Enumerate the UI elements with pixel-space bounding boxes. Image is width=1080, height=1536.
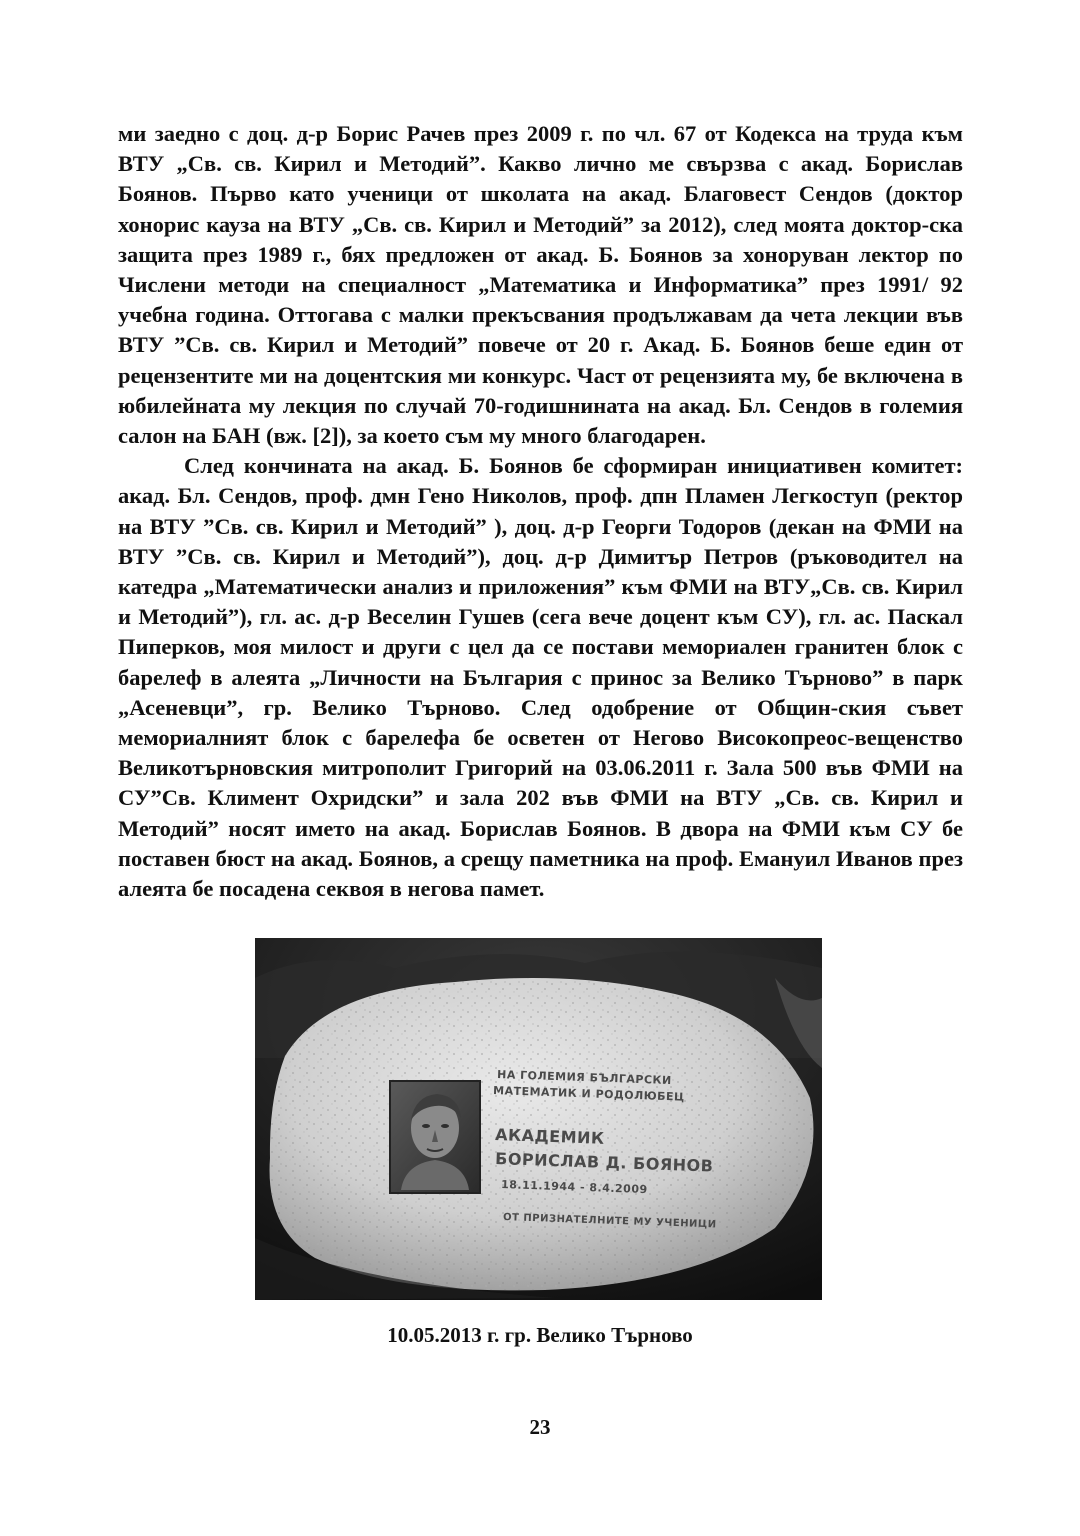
- inscription-line-6: ОТ ПРИЗНАТЕЛНИТЕ МУ УЧЕНИЦИ: [502, 1212, 717, 1231]
- photo-caption: 10.05.2013 г. гр. Велико Търново: [387, 1323, 693, 1347]
- body-text: [118, 119, 963, 904]
- inscription-line-5: 18.11.1944 - 8.4.2009: [500, 1178, 648, 1197]
- inscription-line-2: МАТЕМАТИК И РОДОЛЮБЕЦ: [492, 1084, 685, 1104]
- paragraph-1: ми заедно с доц. д-р Борис Рачев през 2009 г. по чл. 67 от Кодекса на труда към ВТУ „Св. св. Кирил и Методий”. Какво лично ме свързва с акад. Борислав Боянов. Първо като ученици от школата на акад. Благовест Сендов (доктор хонорис кауза на ВТУ „Св. св. Кирил и Методий” за 2012), след моята доктор-ска защита през 1989 г., бях предложен от акад. Б. Боянов за хоноруван лектор по Числени методи на специалност „Математика и Информатика” през 1991/ 92 учебна година. Оттогава с малки прекъсвания продължавам да чета лекции във ВТУ ”Св. св. Кирил и Методий” повече от 20 г. Акад. Б. Боянов беше един от рецензентите ми на доцентския ми конкурс. Част от рецензията му, бе включена в юбилейната му лекция по случай 70-годишнината на акад. Бл. Сендов в големия салон на БАН (вж. [2]), за което съм му много благодарен.: [118, 121, 963, 449]
- paragraph-2: След кончината на акад. Б. Боянов бе сформиран инициативен комитет: акад. Бл. Сендов, проф. дмн Гено Николов, проф. дпн Пламен Легкоступ (ректор на ВТУ ”Св. св. Кирил и Методий” ), доц. д-р Георги Тодоров (декан на ФМИ на ВТУ ”Св. св. Кирил и Методий”), доц. д-р Димитър Петров (ръководител на катедра „Математически анализ и приложения” към ФМИ на ВТУ„Св. св. Кирил и Методий”), гл. ас. д-р Веселин Гушев (сега вече доцент към СУ), гл. ас. Паскал Пиперков, моя милост и други с цел да се постави мемориален гранитен блок с барелеф в алеята „Личности на България с принос за Велико Търново” в парк „Асеневци”, гр. Велико Търново. След одобрение от Общин-ския съвет мемориалният блок с барелефа бе осветен от Негово Високопреос-вещенство Великотърновския митрополит Григорий на 03.06.2011 г. Зала 500 във ФМИ на СУ”Св. Климент Охридски” и зала 202 във ФМИ на ВТУ „Св. св. Кирил и Методий” носят името на акад. Борислав Боянов. В двора на ФМИ към СУ бе поставен бюст на акад. Боянов, а срещу паметника на проф. Емануил Иванов през алеята бе посадена секвоя в негова памет.: [118, 453, 963, 902]
- inscription-line-4: БОРИСЛАВ Д. БОЯНОВ: [494, 1149, 714, 1176]
- inscription-line-1: НА ГОЛЕМИЯ БЪЛГАРСКИ: [496, 1068, 672, 1088]
- page-number: 23: [529, 1415, 551, 1439]
- memorial-stone-photo: [255, 938, 822, 1300]
- inscription-line-3: АКАДЕМИК: [494, 1125, 605, 1148]
